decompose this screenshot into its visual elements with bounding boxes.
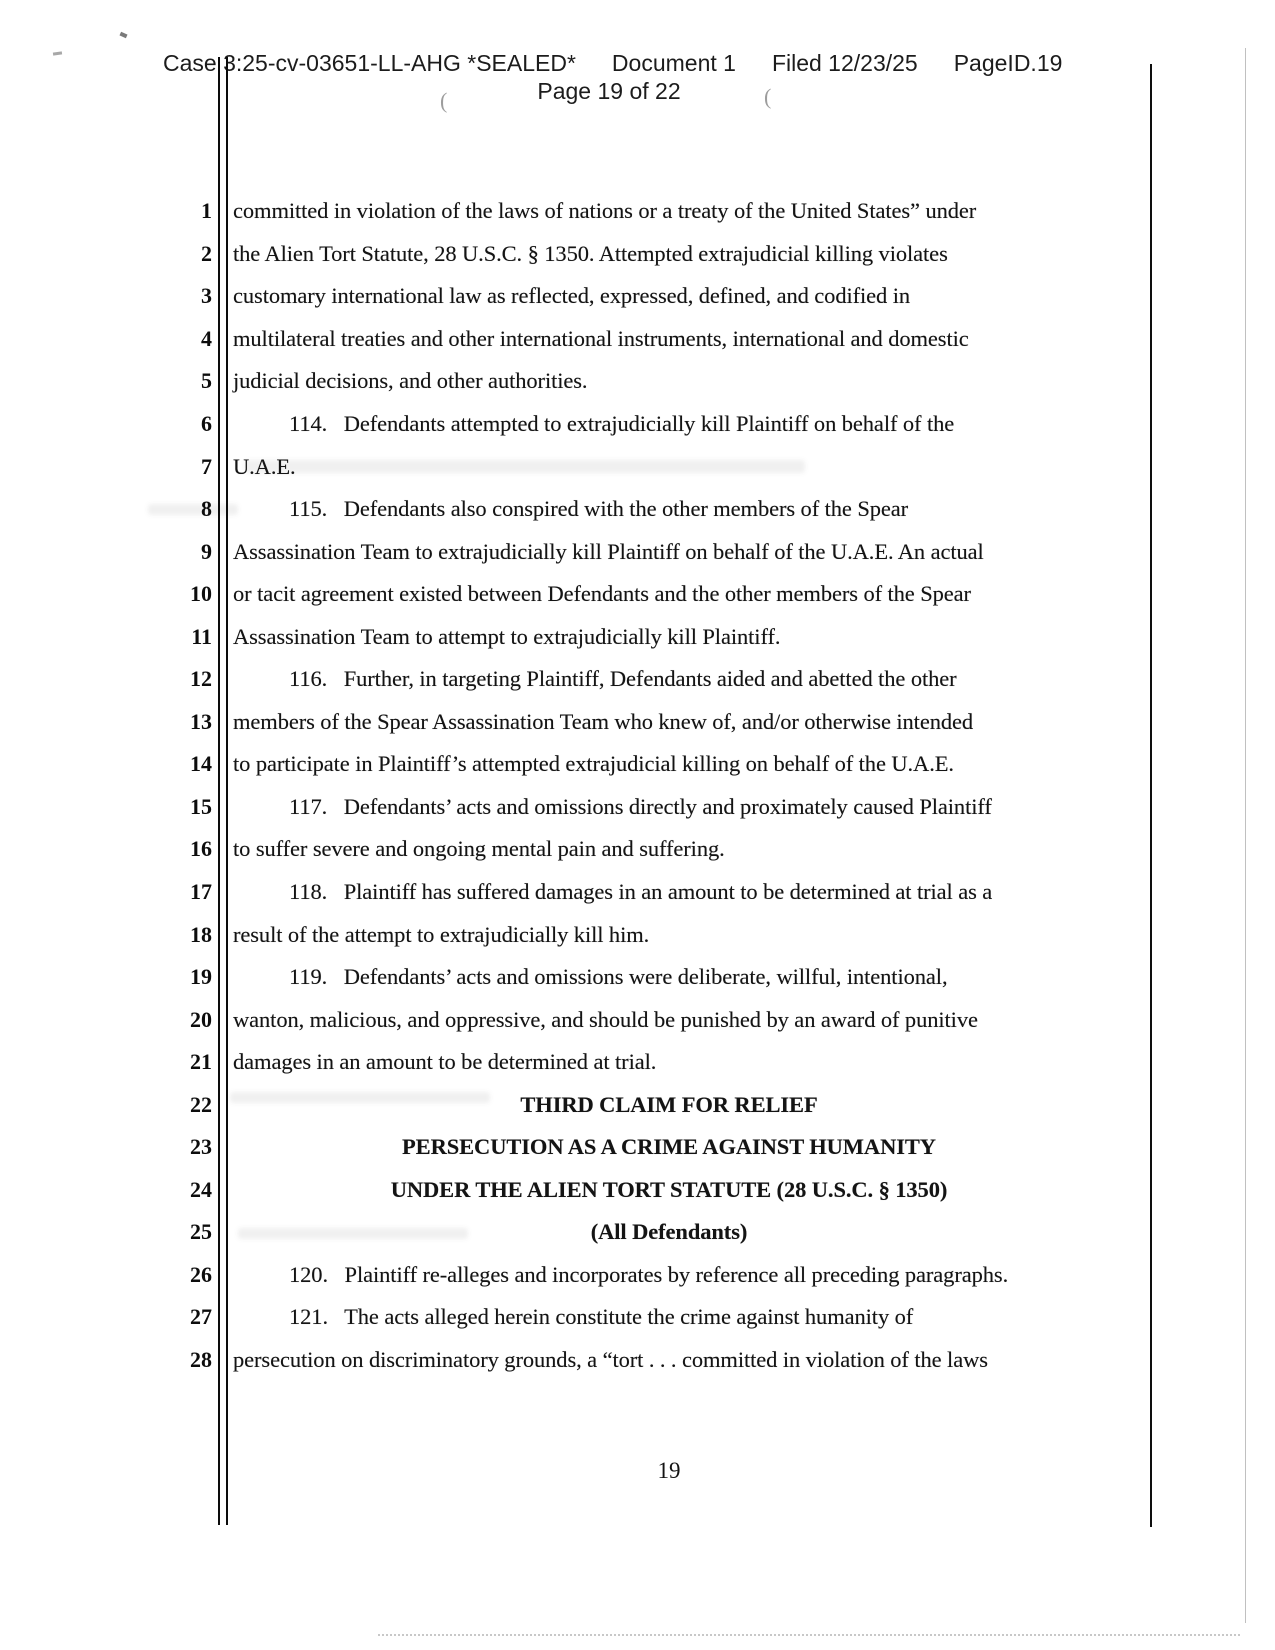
document-line: [0, 615, 1275, 658]
document-line: [0, 658, 1275, 701]
line-number: 7: [201, 453, 212, 479]
line-number: 16: [190, 836, 212, 862]
line-number: 18: [190, 921, 212, 947]
line-number: 11: [191, 623, 212, 649]
line-number: 19: [190, 964, 212, 990]
document-line: [0, 956, 1275, 999]
footer-page-number: 19: [657, 1458, 681, 1483]
page-x-of-y: Page 19 of 22: [537, 78, 681, 104]
line-text: wanton, malicious, and oppressive, and should be punished by an award of punitive: [233, 1006, 978, 1032]
line-text: 121. The acts alleged herein constitute the crime against humanity of: [289, 1304, 914, 1330]
line-number: 1: [201, 198, 212, 224]
line-number: 15: [190, 793, 212, 819]
case-number: Case 3:25-cv-03651-LL-AHG *SEALED*: [163, 50, 576, 76]
document-line: [0, 403, 1275, 446]
document-line: [0, 871, 1275, 914]
filing-stamp-header: [163, 50, 1063, 104]
line-text: UNDER THE ALIEN TORT STATUTE (28 U.S.C. § 1350): [390, 1176, 948, 1202]
line-number: 4: [201, 325, 212, 351]
document-line: [0, 1296, 1275, 1339]
line-text: committed in violation of the laws of nations or a treaty of the United States” under: [233, 198, 977, 224]
document-line: [0, 1169, 1275, 1212]
line-text: judicial decisions, and other authorities.: [233, 368, 588, 394]
line-text: to participate in Plaintiff’s attempted extrajudicial killing on behalf of the U.A.E.: [233, 751, 954, 777]
scan-artifact-mark: (: [440, 88, 448, 113]
line-number: 26: [190, 1261, 212, 1287]
line-number: 17: [190, 879, 212, 905]
line-text: members of the Spear Assassination Team who knew of, and/or otherwise intended: [233, 708, 974, 734]
document-number: Document 1: [611, 50, 736, 76]
line-text: (All Defendants): [590, 1219, 748, 1245]
line-text: multilateral treaties and other international instruments, international and domestic: [233, 325, 969, 351]
line-text: 119. Defendants’ acts and omissions were deliberate, willful, intentional,: [289, 964, 948, 990]
line-number: 9: [201, 538, 212, 564]
document-line: [0, 530, 1275, 573]
line-text: customary international law as reflected, expressed, defined, and codified in: [233, 283, 911, 309]
document-line: [0, 1041, 1275, 1084]
line-number: 2: [201, 240, 212, 266]
line-text: or tacit agreement existed between Defendants and the other members of the Spear: [233, 581, 971, 607]
scan-artifact-mark: (: [764, 84, 772, 109]
line-text: THIRD CLAIM FOR RELIEF: [520, 1091, 818, 1117]
line-text: 115. Defendants also conspired with the other members of the Spear: [289, 496, 909, 522]
line-number: 28: [190, 1347, 212, 1373]
document-line: [0, 1083, 1275, 1126]
line-number: 22: [190, 1091, 212, 1117]
line-rows: [0, 190, 1275, 1381]
document-line: [0, 701, 1275, 744]
document-line: [0, 573, 1275, 616]
line-number: 14: [190, 751, 212, 777]
line-text: PERSECUTION AS A CRIME AGAINST HUMANITY: [402, 1134, 936, 1160]
document-line: [0, 913, 1275, 956]
line-text: Assassination Team to extrajudicially kill Plaintiff on behalf of the U.A.E. An actual: [233, 538, 984, 564]
document-line: [0, 786, 1275, 829]
line-number: 3: [201, 283, 212, 309]
scan-speck: [119, 32, 127, 39]
line-number: 24: [190, 1176, 212, 1202]
line-number: 12: [190, 666, 212, 692]
document-line: [0, 318, 1275, 361]
document-line: [0, 828, 1275, 871]
line-text: the Alien Tort Statute, 28 U.S.C. § 1350. Attempted extrajudicial killing violates: [233, 240, 948, 266]
line-text: to suffer severe and ongoing mental pain and suffering.: [233, 836, 725, 862]
line-number: 27: [190, 1304, 212, 1330]
document-line: [0, 445, 1275, 488]
document-line: [0, 743, 1275, 786]
scan-bottom-artifact-line: [378, 1634, 1240, 1636]
filing-stamp-line1: [163, 50, 1063, 76]
line-number: 5: [201, 368, 212, 394]
line-number: 20: [190, 1006, 212, 1032]
line-text: damages in an amount to be determined at trial.: [233, 1049, 657, 1075]
document-line: [0, 998, 1275, 1041]
line-text: U.A.E.: [233, 453, 296, 479]
line-text: 114. Defendants attempted to extrajudicially kill Plaintiff on behalf of the: [289, 411, 955, 436]
document-line: [0, 1126, 1275, 1169]
document-line: [0, 1339, 1275, 1382]
line-number: 8: [201, 496, 212, 522]
filed-date: Filed 12/23/25: [771, 50, 918, 76]
document-line: [0, 190, 1275, 233]
line-text: 118. Plaintiff has suffered damages in an amount to be determined at trial as a: [289, 879, 993, 905]
document-line: [0, 488, 1275, 531]
line-number: 6: [201, 411, 212, 436]
line-text: 116. Further, in targeting Plaintiff, Defendants aided and abetted the other: [289, 666, 957, 692]
line-text: Assassination Team to attempt to extrajudicially kill Plaintiff.: [233, 623, 781, 649]
line-number: 10: [190, 581, 212, 607]
line-number: 21: [190, 1049, 212, 1075]
line-number: 13: [190, 708, 212, 734]
line-text: result of the attempt to extrajudicially kill him.: [233, 921, 650, 947]
page-id: PageID.19: [953, 50, 1063, 76]
line-text: persecution on discriminatory grounds, a “tort . . . committed in violation of the laws: [233, 1347, 988, 1373]
scan-speck: [53, 51, 62, 55]
line-number: 23: [190, 1134, 212, 1160]
line-text: 117. Defendants’ acts and omissions directly and proximately caused Plaintiff: [289, 793, 992, 819]
document-line: [0, 233, 1275, 276]
line-number: 25: [190, 1219, 212, 1245]
document-line: [0, 360, 1275, 403]
line-text: 120. Plaintiff re-alleges and incorporates by reference all preceding paragraphs.: [289, 1261, 1009, 1287]
document-line: [0, 275, 1275, 318]
document-line: [0, 1211, 1275, 1254]
document-line: [0, 1254, 1275, 1297]
